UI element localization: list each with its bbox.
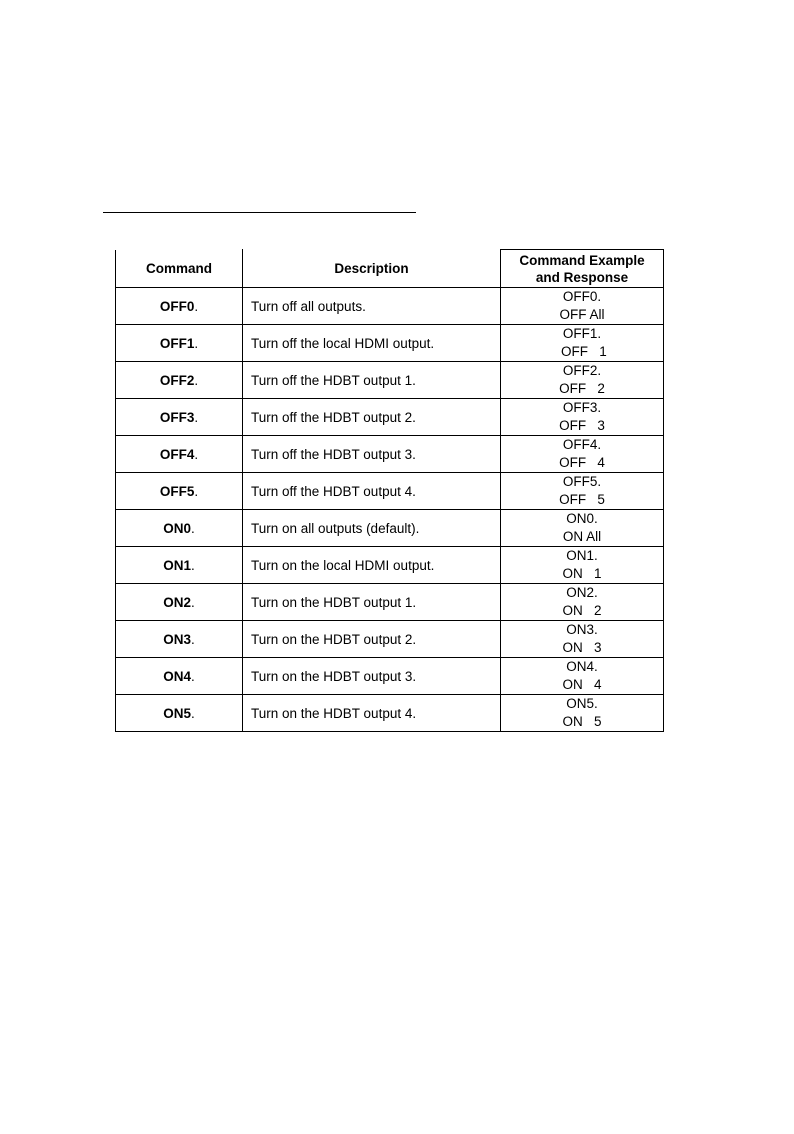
response-cell bbox=[501, 584, 664, 621]
description-cell: Turn on the HDBT output 2. bbox=[243, 621, 501, 658]
table-row bbox=[116, 658, 664, 695]
command-table bbox=[115, 249, 664, 732]
command-response: OFF 5 bbox=[559, 492, 605, 507]
command-terminator: . bbox=[191, 557, 195, 573]
command-terminator: . bbox=[194, 446, 199, 462]
table-row bbox=[116, 510, 664, 547]
command-cell bbox=[116, 621, 243, 658]
command-cell bbox=[116, 473, 243, 510]
command-name: ON3 bbox=[163, 631, 191, 647]
command-example: OFF3. bbox=[562, 400, 602, 415]
response-cell bbox=[501, 510, 664, 547]
description-column-header: Description bbox=[243, 250, 501, 288]
table-row bbox=[116, 362, 664, 399]
table-row bbox=[116, 621, 664, 658]
command-example: ON2. bbox=[566, 585, 598, 600]
table-header-row bbox=[116, 250, 664, 288]
command-name: OFF1 bbox=[159, 335, 195, 351]
command-terminator: . bbox=[194, 335, 199, 351]
table-row bbox=[116, 399, 664, 436]
command-column-header: Command bbox=[116, 250, 243, 288]
command-terminator: . bbox=[194, 409, 199, 425]
command-cell bbox=[116, 510, 243, 547]
command-name: OFF0 bbox=[159, 298, 195, 314]
command-response: OFF 2 bbox=[559, 381, 605, 396]
command-response: OFF 3 bbox=[559, 418, 605, 433]
command-response: ON 2 bbox=[562, 603, 602, 618]
command-cell bbox=[116, 362, 243, 399]
response-cell bbox=[501, 473, 664, 510]
command-example: ON5. bbox=[566, 696, 598, 711]
description-cell: Turn on the local HDMI output. bbox=[243, 547, 501, 584]
command-example: ON3. bbox=[566, 622, 598, 637]
command-cell bbox=[116, 695, 243, 732]
command-name: ON1 bbox=[163, 557, 191, 573]
description-cell: Turn on the HDBT output 1. bbox=[243, 584, 501, 621]
command-response: ON 3 bbox=[562, 640, 602, 655]
command-name: OFF5 bbox=[159, 483, 195, 499]
command-cell bbox=[116, 584, 243, 621]
command-name: OFF3 bbox=[159, 409, 195, 425]
command-terminator: . bbox=[194, 372, 199, 388]
command-response: ON All bbox=[562, 529, 602, 544]
command-example: ON4. bbox=[566, 659, 598, 674]
command-example: OFF0. bbox=[562, 289, 602, 304]
command-name: ON5 bbox=[163, 705, 191, 721]
command-example: OFF4. bbox=[562, 437, 602, 452]
table-row bbox=[116, 325, 664, 362]
description-cell: Turn on the HDBT output 3. bbox=[243, 658, 501, 695]
description-cell: Turn on the HDBT output 4. bbox=[243, 695, 501, 732]
command-cell bbox=[116, 547, 243, 584]
response-cell bbox=[501, 658, 664, 695]
command-terminator: . bbox=[191, 705, 195, 721]
command-cell bbox=[116, 325, 243, 362]
response-cell bbox=[501, 695, 664, 732]
description-cell: Turn off all outputs. bbox=[243, 288, 501, 325]
command-terminator: . bbox=[191, 594, 195, 610]
command-name: OFF2 bbox=[159, 372, 195, 388]
command-response: ON 1 bbox=[562, 566, 602, 581]
response-cell bbox=[501, 325, 664, 362]
table-row bbox=[116, 473, 664, 510]
description-cell: Turn on all outputs (default). bbox=[243, 510, 501, 547]
table-row bbox=[116, 695, 664, 732]
command-name: ON2 bbox=[163, 594, 191, 610]
command-cell bbox=[116, 436, 243, 473]
command-response: OFF 1 bbox=[557, 344, 607, 359]
table-body bbox=[116, 288, 664, 732]
command-name: OFF4 bbox=[159, 446, 195, 462]
response-cell bbox=[501, 362, 664, 399]
response-cell bbox=[501, 436, 664, 473]
response-column-header: Command Example and Response bbox=[501, 250, 664, 288]
command-example: ON1. bbox=[566, 548, 598, 563]
command-name: ON4 bbox=[163, 668, 191, 684]
command-response: OFF 4 bbox=[559, 455, 605, 470]
command-example: OFF5. bbox=[562, 474, 602, 489]
table-row bbox=[116, 547, 664, 584]
command-terminator: . bbox=[191, 668, 195, 684]
table-row bbox=[116, 288, 664, 325]
description-cell: Turn off the HDBT output 2. bbox=[243, 399, 501, 436]
command-response: ON 4 bbox=[562, 677, 602, 692]
command-terminator: . bbox=[191, 520, 195, 536]
command-terminator: . bbox=[194, 483, 199, 499]
command-terminator: . bbox=[194, 298, 199, 314]
response-cell bbox=[501, 547, 664, 584]
table-row bbox=[116, 436, 664, 473]
response-cell bbox=[501, 288, 664, 325]
response-cell bbox=[501, 621, 664, 658]
command-name: ON0 bbox=[163, 520, 191, 536]
command-terminator: . bbox=[191, 631, 195, 647]
command-response: ON 5 bbox=[562, 714, 602, 729]
command-cell bbox=[116, 399, 243, 436]
table-row bbox=[116, 584, 664, 621]
heading-underline bbox=[103, 212, 416, 213]
command-cell bbox=[116, 288, 243, 325]
command-cell bbox=[116, 658, 243, 695]
command-example: ON0. bbox=[566, 511, 598, 526]
response-cell bbox=[501, 399, 664, 436]
description-cell: Turn off the HDBT output 1. bbox=[243, 362, 501, 399]
command-example: OFF2. bbox=[562, 363, 602, 378]
command-example: OFF1. bbox=[562, 326, 602, 341]
description-cell: Turn off the local HDMI output. bbox=[243, 325, 501, 362]
description-cell: Turn off the HDBT output 4. bbox=[243, 473, 501, 510]
description-cell: Turn off the HDBT output 3. bbox=[243, 436, 501, 473]
command-response: OFF All bbox=[559, 307, 605, 322]
